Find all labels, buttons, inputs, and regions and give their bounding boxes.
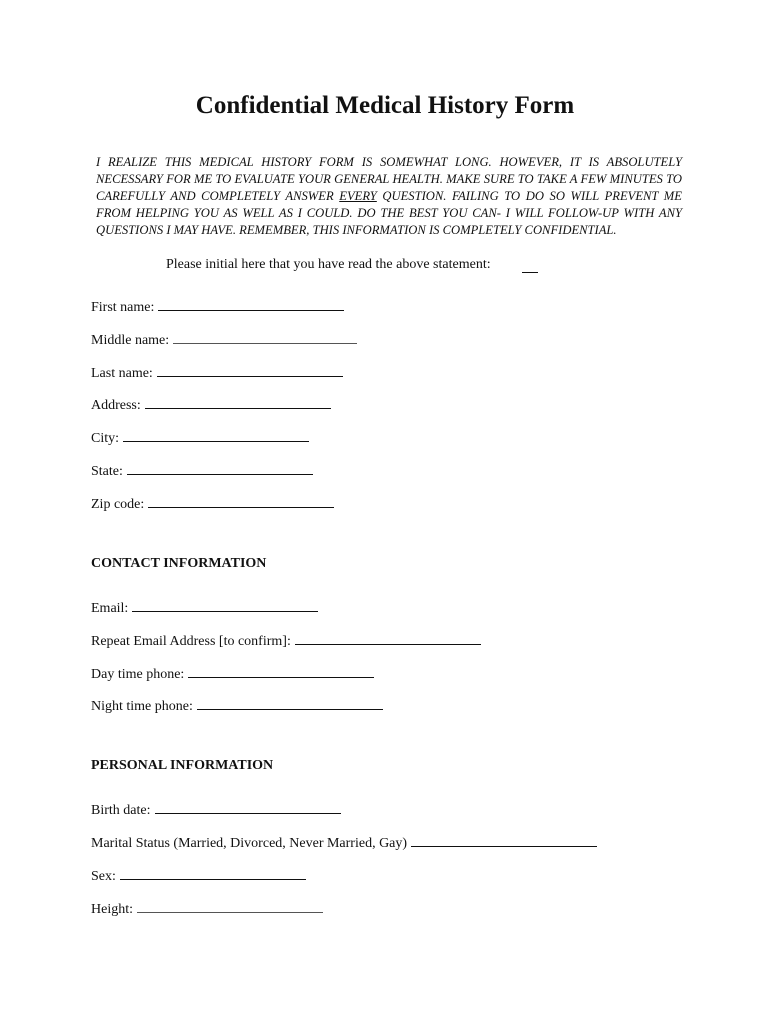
city-row [91,431,309,447]
height-label: Height: [91,902,133,917]
email-label: Email: [91,601,129,616]
page-title: Confidential Medical History Form [195,92,575,119]
height-field[interactable] [137,911,323,913]
marital-status-label: Marital Status (Married, Divorced, Never Married, Gay) [91,836,408,851]
city-label: City: [91,431,120,446]
contact-section-heading: CONTACT INFORMATION [91,556,267,571]
night-phone-row [91,699,383,715]
sex-row [91,869,306,885]
email-field[interactable] [132,610,318,612]
zip-code-label: Zip code: [91,497,145,512]
initial-prompt: Please initial here that you have read the above statement: [166,257,491,272]
birth-date-row [91,803,341,819]
birth-date-field[interactable] [155,812,341,814]
address-row [91,398,331,414]
intro-text-before: I REALIZE THIS MEDICAL HISTORY FORM IS SOMEWHAT LONG. HOWEVER, IT IS ABSOLUTELY NECESSARY FOR ME TO EVALUATE YOUR GENERAL HEALTH. MAKE SURE TO TAKE A FEW MINUTES TO CAREFULLY AND COMPLETELY ANSWER [96,155,682,203]
state-label: State: [91,464,123,479]
initial-field[interactable] [522,272,538,274]
sex-field[interactable] [120,878,306,880]
height-row [91,902,323,918]
first-name-field[interactable] [158,309,344,311]
city-field[interactable] [123,440,309,442]
address-field[interactable] [145,407,331,409]
repeat-email-row [91,634,481,650]
intro-statement [96,154,682,239]
intro-text-after: QUESTION. FAILING TO DO SO WILL PREVENT ME FROM HELPING YOU AS WELL AS I COULD. DO THE BEST YOU CAN- I WILL FOLLOW-UP WITH ANY QUESTIONS I MAY HAVE. REMEMBER, THIS INFORMATION IS COMPLETELY CONFIDENTIAL. [96,189,682,237]
repeat-email-label: Repeat Email Address [to confirm]: [91,634,291,649]
zip-code-row [91,497,334,513]
first-name-label: First name: [91,300,155,315]
address-label: Address: [91,398,141,413]
last-name-row [91,366,343,382]
sex-label: Sex: [91,869,116,884]
night-phone-label: Night time phone: [91,699,193,714]
marital-status-row [91,836,597,852]
first-name-row [91,300,344,316]
middle-name-field[interactable] [173,342,357,344]
state-row [91,464,313,480]
day-phone-field[interactable] [188,676,374,678]
personal-section-heading: PERSONAL INFORMATION [91,758,274,773]
zip-code-field[interactable] [148,506,334,508]
email-row [91,601,318,617]
marital-status-field[interactable] [411,845,597,847]
day-phone-label: Day time phone: [91,667,185,682]
day-phone-row [91,667,374,683]
last-name-field[interactable] [157,375,343,377]
last-name-label: Last name: [91,366,153,381]
birth-date-label: Birth date: [91,803,151,818]
middle-name-row [91,333,357,349]
middle-name-label: Middle name: [91,333,170,348]
night-phone-field[interactable] [197,708,383,710]
repeat-email-field[interactable] [295,643,481,645]
intro-emphasis: EVERY [339,189,377,203]
state-field[interactable] [127,473,313,475]
